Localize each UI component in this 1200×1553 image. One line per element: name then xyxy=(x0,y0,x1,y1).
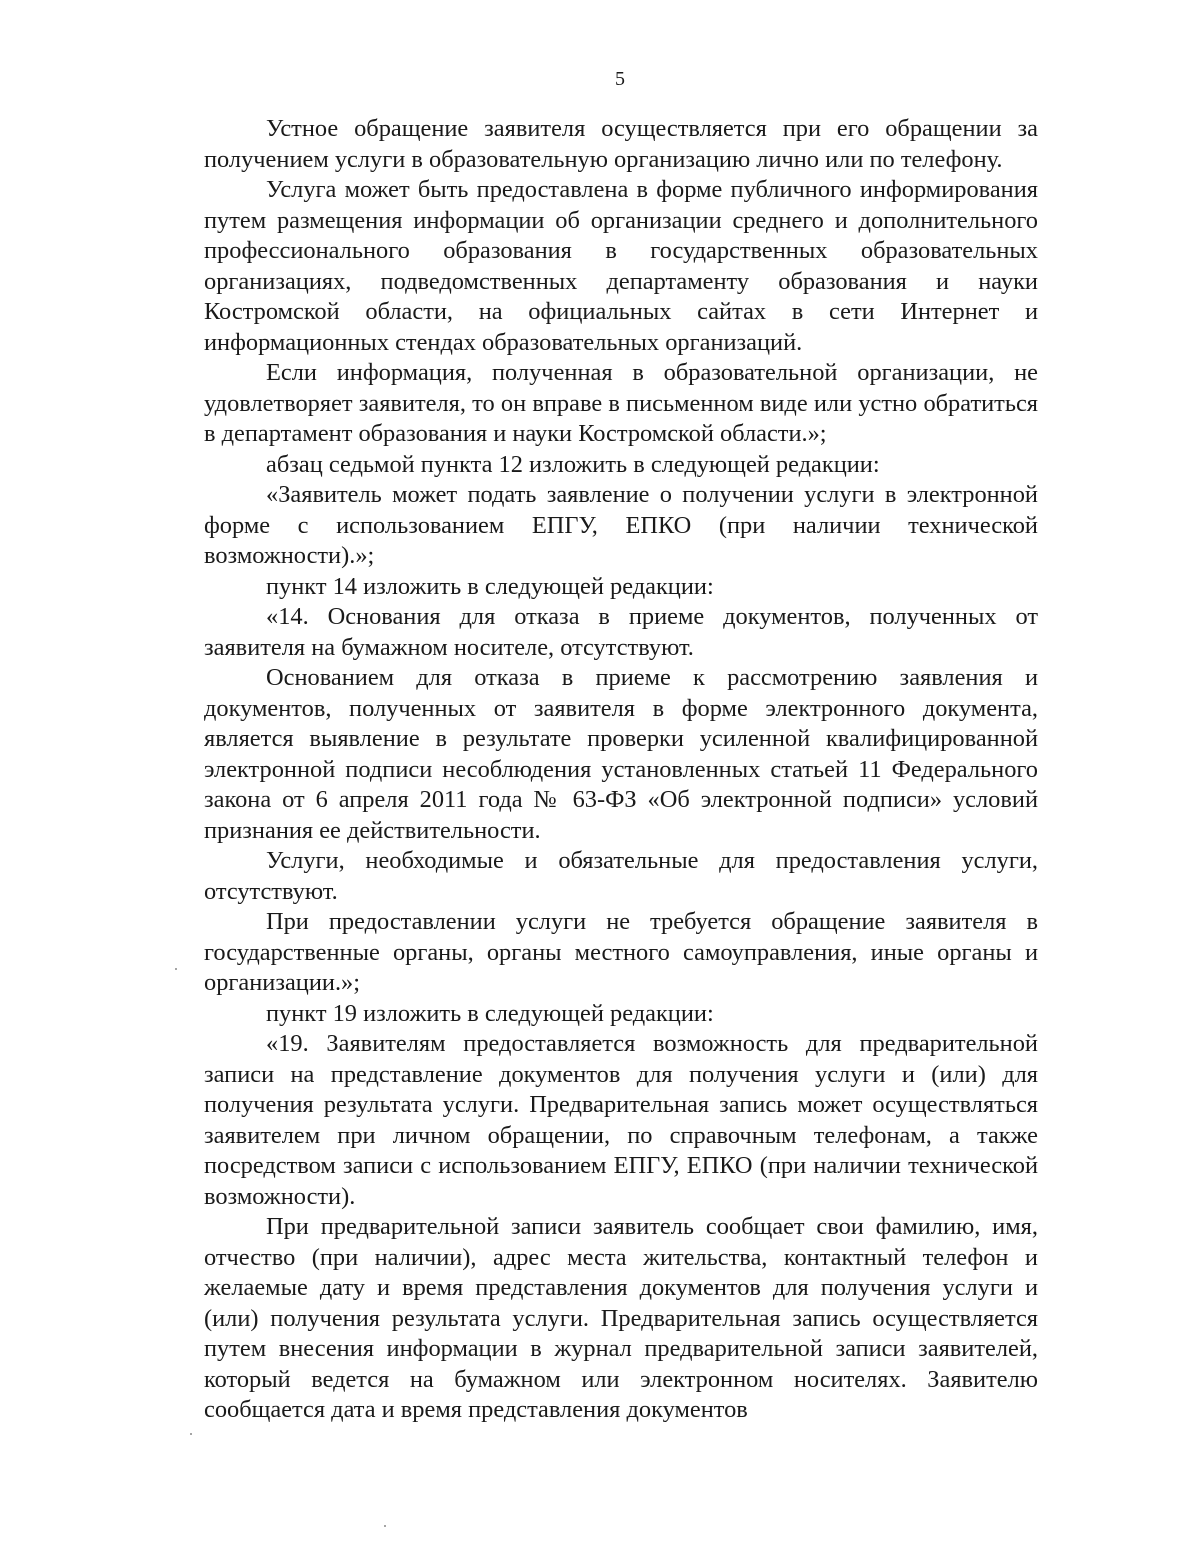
paragraph: «Заявитель может подать заявление о получении услуги в электронной форме с использованием ЕПГУ, ЕПКО (при наличии технической возможности).»; xyxy=(204,481,1038,569)
paragraph: Услуги, необходимые и обязательные для предоставления услуги, отсутствуют. xyxy=(204,847,1038,905)
scan-speck xyxy=(175,968,177,970)
paragraph: Основанием для отказа в приеме к рассмотрению заявления и документов, полученных от заявителя в форме электронного документа, является выявление в результате проверки усиленной квалифицированной электронной подписи несоблюдения установленных статьей 11 Федерального закона от 6 апреля 2011 года № 63-ФЗ «Об электронной подписи» условий признания ее действительности. xyxy=(204,664,1038,844)
paragraph: пункт 19 изложить в следующей редакции: xyxy=(266,999,714,1027)
paragraph: Если информация, полученная в образовательной организации, не удовлетворяет заявителя, то он вправе в письменном виде или устно обратиться в департамент образования и науки Костромской области.»; xyxy=(204,359,1038,447)
page-number: 5 xyxy=(615,68,625,90)
paragraph: Устное обращение заявителя осуществляется при его обращении за получением услуги в образовательную организацию лично или по телефону. xyxy=(204,115,1038,173)
paragraph: Услуга может быть предоставлена в форме публичного информирования путем размещения информации об организации среднего и дополнительного профессионального образования в государственных образовательных организациях, подведомственных департаменту образования и науки Костромской области, на официальных сайтах в сети Интернет и информационных стендах образовательных организаций. xyxy=(204,176,1038,356)
scan-speck xyxy=(190,1433,192,1435)
paragraph: При предоставлении услуги не требуется обращение заявителя в государственные органы, органы местного самоуправления, иные органы и организации.»; xyxy=(204,908,1038,996)
scan-speck xyxy=(384,1525,386,1527)
paragraph: При предварительной записи заявитель сообщает свои фамилию, имя, отчество (при наличии), адрес места жительства, контактный телефон и желаемые дату и время представления документов для получения услуги и (или) получения результата услуги. Предварительная запись осуществляется путем внесения информации в журнал предварительной записи заявителей, который ведется на бумажном или электронном носителях. Заявителю сообщается дата и время представления документов xyxy=(204,1213,1038,1423)
paragraph: «19. Заявителям предоставляется возможность для предварительной записи на представление документов для получения услуги и (или) для получения результата услуги. Предварительная запись может осуществляться заявителем при личном обращении, по справочным телефонам, а также посредством записи с использованием ЕПГУ, ЕПКО (при наличии технической возможности). xyxy=(204,1030,1038,1210)
paragraph: абзац седьмой пункта 12 изложить в следующей редакции: xyxy=(266,450,880,478)
paragraph: «14. Основания для отказа в приеме документов, полученных от заявителя на бумажном носителе, отсутствуют. xyxy=(204,603,1038,661)
document-body xyxy=(204,114,1038,1426)
paragraph: пункт 14 изложить в следующей редакции: xyxy=(266,572,714,600)
